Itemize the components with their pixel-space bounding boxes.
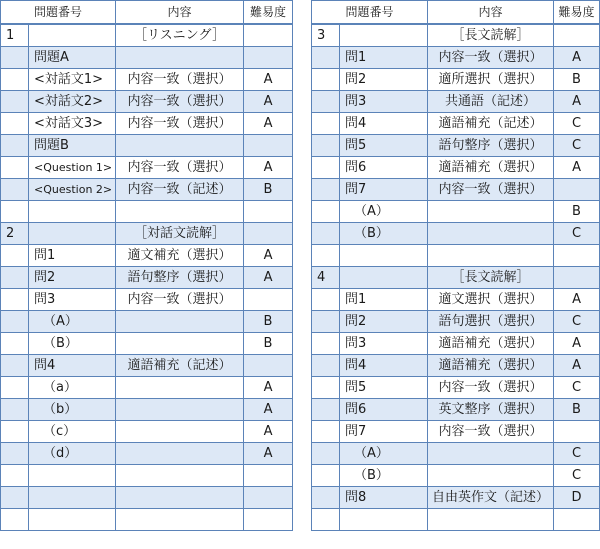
- question-number: [1, 245, 29, 267]
- question-number: [312, 311, 340, 333]
- question-content: 内容一致（記述）: [116, 179, 244, 201]
- question-sub: 問1: [340, 47, 428, 69]
- difficulty: A: [244, 91, 293, 113]
- difficulty: [244, 24, 293, 47]
- header-question-number: 問題番号: [1, 1, 116, 25]
- question-content: 語句整序（選択）: [116, 267, 244, 289]
- difficulty: A: [554, 91, 600, 113]
- difficulty: C: [554, 223, 600, 245]
- right-table: [311, 0, 600, 531]
- difficulty: C: [554, 113, 600, 135]
- difficulty: [244, 289, 293, 311]
- difficulty: [244, 135, 293, 157]
- table-row: [1, 289, 293, 311]
- header-content: 内容: [428, 1, 554, 25]
- question-number: [312, 421, 340, 443]
- question-sub: [29, 487, 116, 509]
- question-number: 2: [1, 223, 29, 245]
- question-sub: （B）: [29, 333, 116, 355]
- question-content: 適語補充（記述）: [116, 355, 244, 377]
- question-content: [116, 509, 244, 531]
- difficulty: [244, 47, 293, 69]
- table-row: [312, 24, 600, 47]
- table-row: [1, 135, 293, 157]
- question-sub: <対話文3>: [29, 113, 116, 135]
- question-sub: <対話文1>: [29, 69, 116, 91]
- table-row: [1, 421, 293, 443]
- question-sub: [29, 509, 116, 531]
- table-row: [312, 487, 600, 509]
- question-sub: （A）: [29, 311, 116, 333]
- question-number: [1, 69, 29, 91]
- question-number: [1, 377, 29, 399]
- question-content: 内容一致（選択）: [428, 377, 554, 399]
- question-number: [312, 47, 340, 69]
- table-row: [1, 355, 293, 377]
- table-row: [1, 487, 293, 509]
- difficulty: C: [554, 311, 600, 333]
- question-sub: 問7: [340, 421, 428, 443]
- header-row: [312, 1, 600, 25]
- question-content: [116, 421, 244, 443]
- question-content: 内容一致（選択）: [116, 113, 244, 135]
- question-content: 適語補充（選択）: [428, 157, 554, 179]
- question-content: [116, 377, 244, 399]
- difficulty: A: [554, 157, 600, 179]
- question-number: [312, 135, 340, 157]
- table-row: [312, 421, 600, 443]
- table-row: [1, 465, 293, 487]
- question-number: [312, 487, 340, 509]
- question-content: 内容一致（選択）: [116, 289, 244, 311]
- question-sub: 問4: [29, 355, 116, 377]
- question-content: 内容一致（選択）: [116, 91, 244, 113]
- table-row: [1, 24, 293, 47]
- question-content: [428, 443, 554, 465]
- question-sub: 問2: [340, 311, 428, 333]
- difficulty: A: [554, 355, 600, 377]
- question-sub: 問5: [340, 377, 428, 399]
- question-number: [1, 157, 29, 179]
- question-sub: （B）: [340, 223, 428, 245]
- question-content: ［長文読解］: [428, 24, 554, 47]
- question-content: 適所選択（選択）: [428, 69, 554, 91]
- question-sub: <対話文2>: [29, 91, 116, 113]
- question-number: [312, 355, 340, 377]
- difficulty: C: [554, 465, 600, 487]
- difficulty: [554, 509, 600, 531]
- table-row: [312, 179, 600, 201]
- table-row: [1, 69, 293, 91]
- header-difficulty: 難易度: [244, 1, 293, 25]
- question-content: 適語補充（選択）: [428, 333, 554, 355]
- question-sub: <Question 1>: [29, 157, 116, 179]
- table-row: [1, 509, 293, 531]
- difficulty: B: [244, 311, 293, 333]
- question-sub: （c）: [29, 421, 116, 443]
- question-content: 適文補充（選択）: [116, 245, 244, 267]
- question-number: [1, 443, 29, 465]
- question-content: [116, 135, 244, 157]
- question-sub: [29, 24, 116, 47]
- question-content: [116, 47, 244, 69]
- question-number: [312, 91, 340, 113]
- question-content: 自由英作文（記述）: [428, 487, 554, 509]
- question-number: 3: [312, 24, 340, 47]
- table-row: [312, 355, 600, 377]
- difficulty: B: [554, 69, 600, 91]
- question-sub: [340, 24, 428, 47]
- question-number: [1, 399, 29, 421]
- table-row: [312, 223, 600, 245]
- question-content: 内容一致（選択）: [428, 47, 554, 69]
- difficulty: C: [554, 443, 600, 465]
- difficulty: [554, 421, 600, 443]
- difficulty: A: [244, 377, 293, 399]
- question-content: [428, 509, 554, 531]
- question-content: ［リスニング］: [116, 24, 244, 47]
- header-content: 内容: [116, 1, 244, 25]
- question-number: [312, 289, 340, 311]
- question-sub: <Question 2>: [29, 179, 116, 201]
- question-number: [1, 267, 29, 289]
- question-content: [116, 201, 244, 223]
- difficulty: [554, 245, 600, 267]
- question-content: [116, 465, 244, 487]
- question-number: [1, 113, 29, 135]
- question-sub: [29, 223, 116, 245]
- table-row: [312, 267, 600, 289]
- right-table-body: [312, 24, 600, 531]
- table-row: [1, 179, 293, 201]
- difficulty: A: [244, 267, 293, 289]
- question-content: [428, 201, 554, 223]
- difficulty: B: [554, 201, 600, 223]
- question-sub: 問6: [340, 399, 428, 421]
- table-row: [312, 69, 600, 91]
- question-sub: [29, 465, 116, 487]
- question-sub: [29, 201, 116, 223]
- difficulty: A: [244, 399, 293, 421]
- table-row: [312, 399, 600, 421]
- question-sub: [340, 245, 428, 267]
- question-number: [312, 157, 340, 179]
- difficulty: D: [554, 487, 600, 509]
- difficulty: A: [554, 289, 600, 311]
- difficulty: [554, 24, 600, 47]
- table-row: [1, 267, 293, 289]
- question-number: 4: [312, 267, 340, 289]
- question-sub: 問7: [340, 179, 428, 201]
- question-number: [1, 201, 29, 223]
- table-row: [1, 47, 293, 69]
- question-number: [312, 333, 340, 355]
- question-number: [312, 113, 340, 135]
- question-number: [1, 465, 29, 487]
- question-content: 内容一致（選択）: [116, 157, 244, 179]
- difficulty: [554, 179, 600, 201]
- question-number: [312, 399, 340, 421]
- table-row: [1, 223, 293, 245]
- difficulty: A: [244, 113, 293, 135]
- question-content: 語句整序（選択）: [428, 135, 554, 157]
- question-sub: [340, 509, 428, 531]
- table-row: [312, 465, 600, 487]
- question-content: 内容一致（選択）: [428, 179, 554, 201]
- question-number: [1, 421, 29, 443]
- difficulty: [554, 267, 600, 289]
- difficulty: A: [554, 47, 600, 69]
- question-content: [428, 465, 554, 487]
- question-sub: 問4: [340, 113, 428, 135]
- table-row: [312, 289, 600, 311]
- question-number: [1, 509, 29, 531]
- question-content: [428, 245, 554, 267]
- difficulty: A: [554, 333, 600, 355]
- difficulty: B: [244, 333, 293, 355]
- header-question-number: 問題番号: [312, 1, 428, 25]
- difficulty: C: [554, 135, 600, 157]
- difficulty: B: [244, 179, 293, 201]
- table-row: [1, 443, 293, 465]
- difficulty: [244, 223, 293, 245]
- question-sub: [340, 267, 428, 289]
- table-row: [312, 333, 600, 355]
- difficulty: C: [554, 377, 600, 399]
- question-sub: 問3: [29, 289, 116, 311]
- question-content: [116, 399, 244, 421]
- question-sub: （B）: [340, 465, 428, 487]
- question-content: 適語補充（記述）: [428, 113, 554, 135]
- question-number: 1: [1, 24, 29, 47]
- table-row: [312, 201, 600, 223]
- question-sub: 問2: [340, 69, 428, 91]
- question-number: [1, 333, 29, 355]
- question-number: [312, 179, 340, 201]
- table-row: [1, 113, 293, 135]
- question-sub: （b）: [29, 399, 116, 421]
- question-number: [312, 69, 340, 91]
- question-content: 適語補充（選択）: [428, 355, 554, 377]
- difficulty: A: [244, 69, 293, 91]
- table-row: [312, 443, 600, 465]
- difficulty: A: [244, 443, 293, 465]
- question-sub: 問題A: [29, 47, 116, 69]
- difficulty: A: [244, 245, 293, 267]
- table-row: [312, 311, 600, 333]
- table-row: [312, 157, 600, 179]
- question-content: [116, 333, 244, 355]
- difficulty: [244, 355, 293, 377]
- table-row: [1, 157, 293, 179]
- question-content: [116, 487, 244, 509]
- question-number: [312, 509, 340, 531]
- question-content: 語句選択（選択）: [428, 311, 554, 333]
- question-content: 内容一致（選択）: [428, 421, 554, 443]
- question-content: 内容一致（選択）: [116, 69, 244, 91]
- question-content: 英文整序（選択）: [428, 399, 554, 421]
- left-table: [0, 0, 293, 531]
- table-row: [312, 113, 600, 135]
- table-row: [1, 91, 293, 113]
- difficulty: [244, 201, 293, 223]
- question-number: [1, 179, 29, 201]
- question-number: [1, 47, 29, 69]
- question-sub: 問2: [29, 267, 116, 289]
- question-number: [312, 223, 340, 245]
- question-number: [1, 91, 29, 113]
- question-content: [428, 223, 554, 245]
- question-sub: 問4: [340, 355, 428, 377]
- difficulty: [244, 487, 293, 509]
- difficulty: B: [554, 399, 600, 421]
- difficulty: [244, 465, 293, 487]
- question-number: [1, 355, 29, 377]
- question-content: ［対話文読解］: [116, 223, 244, 245]
- question-number: [312, 245, 340, 267]
- question-sub: 問3: [340, 333, 428, 355]
- question-number: [1, 311, 29, 333]
- difficulty: A: [244, 157, 293, 179]
- table-row: [1, 399, 293, 421]
- question-number: [312, 465, 340, 487]
- question-sub: 問8: [340, 487, 428, 509]
- question-number: [1, 487, 29, 509]
- question-sub: 問6: [340, 157, 428, 179]
- table-row: [312, 377, 600, 399]
- question-sub: （A）: [340, 443, 428, 465]
- table-row: [312, 47, 600, 69]
- question-sub: 問1: [340, 289, 428, 311]
- difficulty: A: [244, 421, 293, 443]
- difficulty: [244, 509, 293, 531]
- question-sub: （d）: [29, 443, 116, 465]
- question-sub: 問題B: [29, 135, 116, 157]
- header-row: [1, 1, 293, 25]
- left-table-body: [1, 24, 293, 531]
- table-row: [312, 135, 600, 157]
- question-content: [116, 443, 244, 465]
- question-number: [312, 443, 340, 465]
- table-row: [1, 245, 293, 267]
- table-row: [1, 201, 293, 223]
- table-row: [312, 509, 600, 531]
- table-row: [1, 377, 293, 399]
- question-content: [116, 311, 244, 333]
- question-content: 共通語（記述）: [428, 91, 554, 113]
- table-row: [312, 91, 600, 113]
- table-row: [312, 245, 600, 267]
- question-sub: （a）: [29, 377, 116, 399]
- header-difficulty: 難易度: [554, 1, 600, 25]
- question-sub: 問1: [29, 245, 116, 267]
- question-content: 適文選択（選択）: [428, 289, 554, 311]
- table-row: [1, 311, 293, 333]
- question-number: [1, 289, 29, 311]
- question-sub: （A）: [340, 201, 428, 223]
- question-sub: 問3: [340, 91, 428, 113]
- question-number: [312, 377, 340, 399]
- question-sub: 問5: [340, 135, 428, 157]
- question-content: ［長文読解］: [428, 267, 554, 289]
- table-row: [1, 333, 293, 355]
- question-number: [312, 201, 340, 223]
- question-number: [1, 135, 29, 157]
